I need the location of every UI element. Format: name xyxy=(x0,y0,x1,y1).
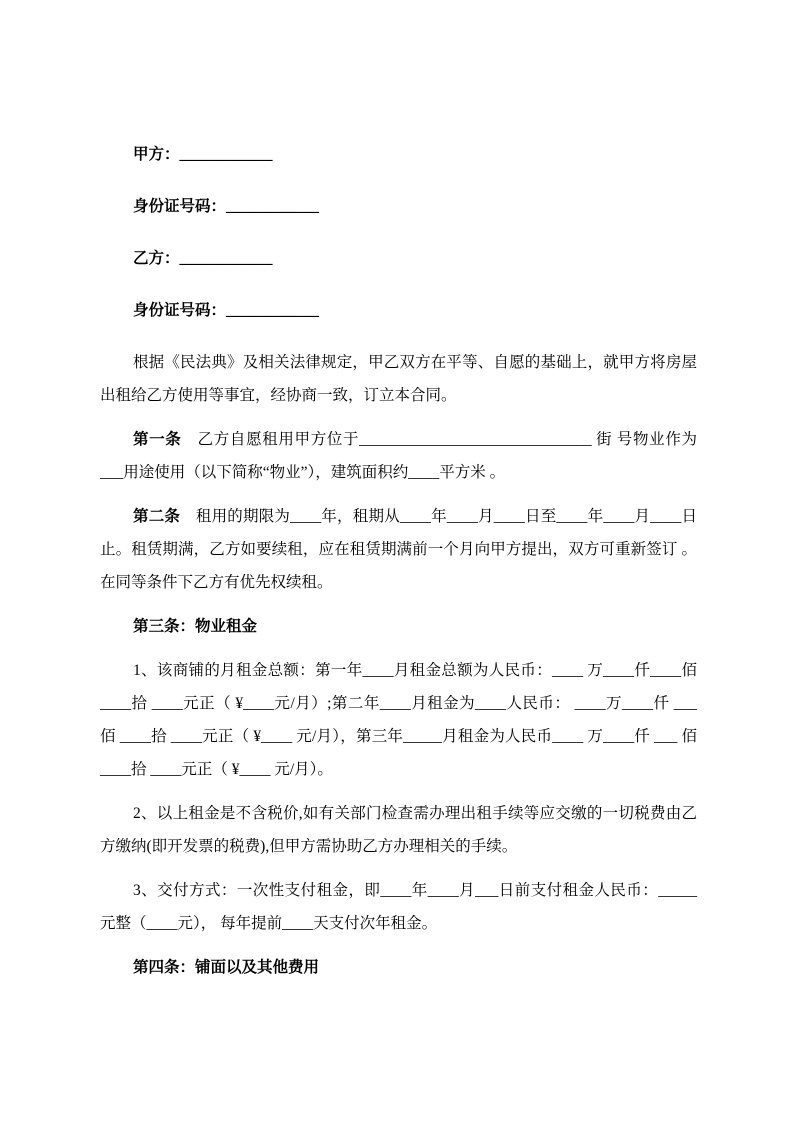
party-b-id-label: 身份证号码： xyxy=(133,302,227,319)
party-a-field xyxy=(100,138,697,171)
rent-item-2-paragraph: 2、以上租金是不含税价,如有关部门检查需办理出租手续等应交缴的一切税费由乙方缴纳(即开发票的税费),但甲方需协助乙方办理相关的手续。 xyxy=(100,805,697,855)
party-b-id-field xyxy=(100,294,697,327)
party-b-id-blank-line: ____________ xyxy=(226,302,320,319)
party-a-blank-line: ____________ xyxy=(179,146,273,163)
intro-paragraph: 根据《民法典》及相关法律规定，甲乙双方在平等、自愿的基础上，就甲方将房屋出租给乙方使用等事宜，经协商一致，订立本合同。 xyxy=(100,354,697,404)
party-b-field xyxy=(100,242,697,275)
party-a-id-label: 身份证号码： xyxy=(133,198,227,215)
clause-1-text: 乙方自愿租用甲方位于______________________________ 街 号物业作为___用途使用（以下简称“物业”），建筑面积约____平方米 。 xyxy=(100,431,697,481)
clause-1-number: 第一条 xyxy=(133,431,182,448)
party-a-label: 甲方： xyxy=(133,146,180,163)
party-b-label: 乙方： xyxy=(133,250,180,267)
clause-4-heading: 第四条：铺面以及其他费用 xyxy=(133,959,320,976)
clause-2-text: 租用的期限为____年，租期从____年____月____日至____年____月____日止。租赁期满，乙方如要续租，应在租赁期满前一个月向甲方提出，双方可重新签订 。在同等条件下乙方有优先权续租。 xyxy=(100,508,697,591)
party-a-id-field xyxy=(100,190,697,223)
party-a-id-blank-line: ____________ xyxy=(226,198,320,215)
clause-3-heading: 第三条：物业租金 xyxy=(133,618,258,635)
clause-2-number: 第二条 xyxy=(133,508,181,525)
rent-item-1-paragraph: 1、该商铺的月租金总额：第一年____月租金总额为人民币：____ 万____仟____佰 ____拾 ____元正（ ¥____元/月）;第二年____月租金为____人民币： ____万____仟 ___ 佰 ____拾 ____元正（ ¥____ 元/月），第三年_____月租金为人民币____ 万____仟 ___ 佰 ____拾 ____元正（ ¥____ 元/月）。 xyxy=(100,662,697,778)
party-b-blank-line: ____________ xyxy=(179,250,273,267)
rent-item-3-paragraph: 3、交付方式：一次性支付租金，即____年____月___日前支付租金人民币：_____元整（____元）， 每年提前____天支付次年租金。 xyxy=(100,882,697,932)
clause-1-paragraph xyxy=(100,423,697,489)
clause-2-paragraph xyxy=(100,500,697,599)
